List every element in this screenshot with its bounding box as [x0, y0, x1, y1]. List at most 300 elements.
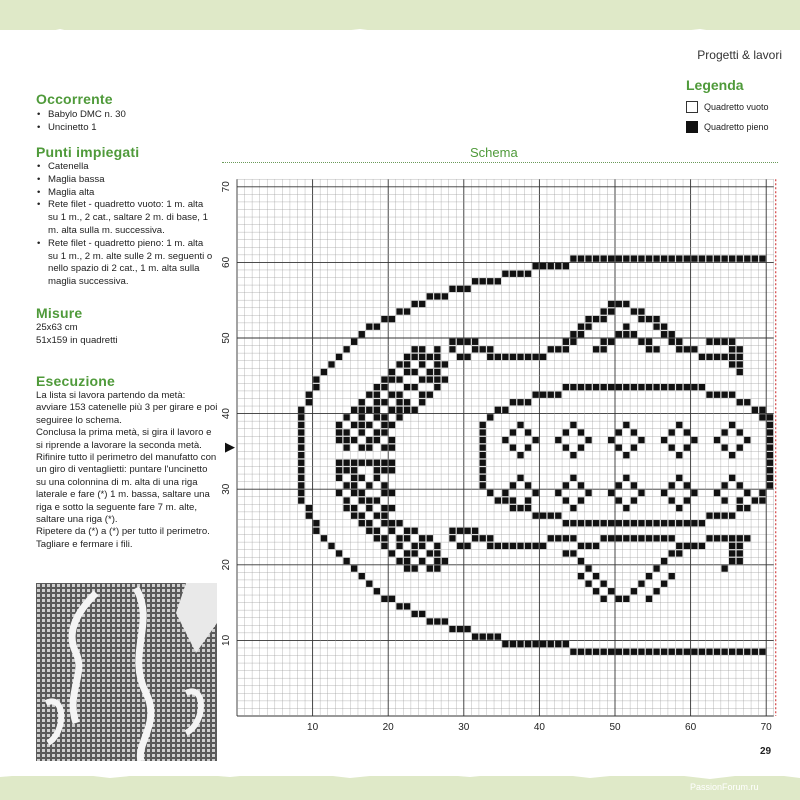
- filled-cell: [381, 467, 387, 473]
- filled-cell: [616, 255, 622, 261]
- filled-cell: [510, 271, 516, 277]
- filled-cell: [593, 649, 599, 655]
- filled-cell: [480, 444, 486, 450]
- filled-cell: [616, 429, 622, 435]
- filled-cell: [510, 354, 516, 360]
- filled-cell: [570, 331, 576, 337]
- filled-cell: [336, 550, 342, 556]
- filled-cell: [585, 255, 591, 261]
- filled-cell: [631, 588, 637, 594]
- filled-cell: [442, 618, 448, 624]
- filled-cell: [578, 482, 584, 488]
- filled-cell: [396, 414, 402, 420]
- filled-cell: [396, 543, 402, 549]
- filled-cell: [608, 588, 614, 594]
- filled-cell: [767, 467, 773, 473]
- filled-cell: [359, 429, 365, 435]
- filled-cell: [661, 255, 667, 261]
- filled-cell: [563, 520, 569, 526]
- filled-cell: [653, 649, 659, 655]
- filled-cell: [669, 384, 675, 390]
- filled-cell: [623, 505, 629, 511]
- filled-cell: [298, 452, 304, 458]
- filled-cell: [616, 444, 622, 450]
- filled-cell: [684, 384, 690, 390]
- filled-cell: [669, 649, 675, 655]
- filled-cell: [366, 528, 372, 534]
- filled-cell: [638, 384, 644, 390]
- filled-cell: [623, 452, 629, 458]
- filled-cell: [608, 301, 614, 307]
- filled-cell: [389, 460, 395, 466]
- filled-cell: [306, 505, 312, 511]
- filled-cell: [411, 346, 417, 352]
- filled-cell: [495, 543, 501, 549]
- filled-cell: [480, 429, 486, 435]
- filled-cell: [555, 437, 561, 443]
- filled-cell: [721, 649, 727, 655]
- filled-cell: [396, 520, 402, 526]
- filled-cell: [653, 565, 659, 571]
- filled-cell: [578, 573, 584, 579]
- filled-cell: [570, 520, 576, 526]
- filled-cell: [525, 641, 531, 647]
- filled-cell: [669, 520, 675, 526]
- filled-cell: [548, 535, 554, 541]
- filled-cell: [502, 271, 508, 277]
- filled-cell: [631, 535, 637, 541]
- filled-cell: [608, 384, 614, 390]
- filled-cell: [389, 528, 395, 534]
- filled-cell: [570, 452, 576, 458]
- filled-cell: [706, 512, 712, 518]
- filled-cell: [721, 535, 727, 541]
- filled-cell: [517, 354, 523, 360]
- filled-cell: [359, 520, 365, 526]
- filled-cell: [480, 422, 486, 428]
- filled-cell: [714, 512, 720, 518]
- filled-cell: [343, 467, 349, 473]
- filled-cell: [767, 429, 773, 435]
- filled-cell: [653, 520, 659, 526]
- filled-cell: [699, 354, 705, 360]
- filled-cell: [684, 649, 690, 655]
- filled-cell: [608, 437, 614, 443]
- filled-cell: [298, 422, 304, 428]
- filled-cell: [691, 490, 697, 496]
- filled-cell: [600, 649, 606, 655]
- filled-cell: [563, 497, 569, 503]
- list-item: • Rete filet - quadretto pieno: 1 m. alta su 1 m., 2 m. alte sulle 2 m. seguenti o nello spazio di 2 cat., 1 m. alta sulla maglia successiva.: [36, 238, 214, 289]
- filled-cell: [593, 543, 599, 549]
- filled-cell: [646, 316, 652, 322]
- filled-cell: [427, 565, 433, 571]
- filled-cell: [419, 558, 425, 564]
- filled-cell: [404, 399, 410, 405]
- filled-cell: [752, 407, 758, 413]
- filled-cell: [669, 444, 675, 450]
- filled-cell: [434, 293, 440, 299]
- filled-cell: [374, 384, 380, 390]
- filled-cell: [729, 550, 735, 556]
- filled-cell: [525, 482, 531, 488]
- filled-cell: [721, 354, 727, 360]
- filled-cell: [593, 255, 599, 261]
- filled-cell: [328, 361, 334, 367]
- filled-cell: [525, 543, 531, 549]
- filled-cell: [737, 482, 743, 488]
- filled-cell: [737, 550, 743, 556]
- filled-cell: [396, 376, 402, 382]
- filled-cell: [548, 512, 554, 518]
- filled-cell: [661, 323, 667, 329]
- filled-cell: [374, 399, 380, 405]
- filled-cell: [653, 255, 659, 261]
- filled-cell: [306, 392, 312, 398]
- filled-cell: [578, 497, 584, 503]
- filled-cell: [600, 596, 606, 602]
- filled-cell: [646, 255, 652, 261]
- filled-cell: [404, 565, 410, 571]
- filled-cell: [684, 255, 690, 261]
- filled-cell: [389, 505, 395, 511]
- filled-cell: [676, 505, 682, 511]
- y-tick-label: 70: [221, 181, 232, 193]
- filled-cell: [638, 308, 644, 314]
- filled-cell: [548, 641, 554, 647]
- filled-cell: [676, 550, 682, 556]
- filled-cell: [563, 535, 569, 541]
- filled-cell: [616, 482, 622, 488]
- filled-cell: [532, 392, 538, 398]
- filled-cell: [563, 263, 569, 269]
- filled-cell: [737, 535, 743, 541]
- filled-cell: [510, 444, 516, 450]
- filled-cell: [585, 520, 591, 526]
- filled-cell: [502, 641, 508, 647]
- filled-cell: [706, 649, 712, 655]
- filled-cell: [563, 444, 569, 450]
- filled-cell: [389, 437, 395, 443]
- filled-cell: [487, 535, 493, 541]
- filled-cell: [480, 437, 486, 443]
- filled-cell: [389, 444, 395, 450]
- filled-cell: [434, 369, 440, 375]
- filled-cell: [449, 286, 455, 292]
- y-tick-label: 40: [221, 408, 232, 420]
- filled-cell: [631, 255, 637, 261]
- filled-cell: [427, 369, 433, 375]
- filled-cell: [699, 384, 705, 390]
- filled-cell: [759, 407, 765, 413]
- filled-cell: [381, 490, 387, 496]
- filled-cell: [495, 497, 501, 503]
- filled-cell: [653, 384, 659, 390]
- filled-cell: [366, 437, 372, 443]
- filled-cell: [359, 512, 365, 518]
- filled-cell: [570, 550, 576, 556]
- filled-cell: [540, 543, 546, 549]
- filled-cell: [351, 460, 357, 466]
- filled-cell: [419, 376, 425, 382]
- filled-cell: [661, 331, 667, 337]
- filled-cell: [570, 422, 576, 428]
- filled-cell: [381, 316, 387, 322]
- filled-cell: [593, 588, 599, 594]
- filled-cell: [721, 339, 727, 345]
- filled-cell: [691, 346, 697, 352]
- x-tick-label: 10: [307, 722, 319, 733]
- filled-cell: [578, 384, 584, 390]
- filled-cell: [563, 550, 569, 556]
- filled-cell: [729, 422, 735, 428]
- filled-cell: [298, 437, 304, 443]
- filled-cell: [646, 346, 652, 352]
- filled-cell: [480, 482, 486, 488]
- filled-cell: [389, 316, 395, 322]
- section-header: Progetti & lavori: [697, 48, 782, 62]
- filled-cell: [343, 505, 349, 511]
- filled-cell: [411, 407, 417, 413]
- filled-cell: [517, 641, 523, 647]
- filled-cell: [351, 467, 357, 473]
- filled-cell: [396, 535, 402, 541]
- filled-cell: [381, 482, 387, 488]
- filled-cell: [510, 543, 516, 549]
- filled-cell: [676, 346, 682, 352]
- filled-cell: [411, 354, 417, 360]
- filled-cell: [336, 490, 342, 496]
- filled-cell: [457, 626, 463, 632]
- filled-cell: [593, 520, 599, 526]
- filled-cell: [427, 550, 433, 556]
- filled-cell: [653, 535, 659, 541]
- filled-cell: [343, 558, 349, 564]
- filled-cell: [631, 308, 637, 314]
- filled-cell: [744, 649, 750, 655]
- filled-cell: [381, 520, 387, 526]
- filled-cell: [721, 444, 727, 450]
- filled-cell: [404, 603, 410, 609]
- filled-cell: [737, 429, 743, 435]
- filled-cell: [744, 399, 750, 405]
- filled-cell: [525, 354, 531, 360]
- filled-cell: [570, 255, 576, 261]
- filled-cell: [464, 286, 470, 292]
- filled-cell: [480, 460, 486, 466]
- filled-cell: [343, 429, 349, 435]
- filled-cell: [646, 384, 652, 390]
- filled-cell: [631, 497, 637, 503]
- filled-cell: [623, 301, 629, 307]
- filled-cell: [298, 444, 304, 450]
- filled-cell: [737, 649, 743, 655]
- filled-cell: [359, 399, 365, 405]
- filled-cell: [744, 490, 750, 496]
- filled-cell: [381, 596, 387, 602]
- filled-cell: [600, 308, 606, 314]
- filled-cell: [585, 565, 591, 571]
- filled-cell: [540, 641, 546, 647]
- filled-cell: [464, 339, 470, 345]
- filled-cell: [600, 520, 606, 526]
- filled-cell: [714, 255, 720, 261]
- filled-cell: [487, 490, 493, 496]
- y-tick-label: 20: [221, 559, 232, 571]
- filled-cell: [593, 384, 599, 390]
- filled-cell: [434, 550, 440, 556]
- filled-cell: [585, 316, 591, 322]
- filled-cell: [759, 497, 765, 503]
- filled-cell: [343, 482, 349, 488]
- filled-cell: [336, 460, 342, 466]
- filled-cell: [616, 384, 622, 390]
- filled-cell: [578, 520, 584, 526]
- filled-cell: [351, 407, 357, 413]
- filled-cell: [517, 543, 523, 549]
- filled-cell: [585, 384, 591, 390]
- filled-cell: [419, 361, 425, 367]
- filled-cell: [661, 384, 667, 390]
- filled-cell: [669, 535, 675, 541]
- filled-cell: [737, 354, 743, 360]
- filled-cell: [313, 384, 319, 390]
- filled-cell: [464, 528, 470, 534]
- filled-cell: [381, 535, 387, 541]
- filled-cell: [600, 384, 606, 390]
- filled-cell: [555, 490, 561, 496]
- x-tick-label: 30: [458, 722, 470, 733]
- filled-cell: [396, 399, 402, 405]
- filled-cell: [389, 407, 395, 413]
- filled-cell: [404, 535, 410, 541]
- filled-cell: [389, 422, 395, 428]
- filled-cell: [563, 429, 569, 435]
- filled-cell: [669, 331, 675, 337]
- filled-cell: [517, 452, 523, 458]
- filled-cell: [684, 497, 690, 503]
- filled-cell: [638, 520, 644, 526]
- filled-cell: [638, 581, 644, 587]
- filled-cell: [487, 354, 493, 360]
- filled-cell: [495, 354, 501, 360]
- list-item: • Babylo DMC n. 30: [36, 109, 126, 122]
- filled-cell: [706, 255, 712, 261]
- filled-cell: [676, 475, 682, 481]
- filled-cell: [374, 588, 380, 594]
- filled-cell: [563, 482, 569, 488]
- filled-cell: [351, 565, 357, 571]
- filled-cell: [351, 437, 357, 443]
- filled-cell: [729, 512, 735, 518]
- filled-cell: [359, 414, 365, 420]
- filled-cell: [532, 437, 538, 443]
- filled-cell: [593, 316, 599, 322]
- filled-cell: [721, 512, 727, 518]
- filled-cell: [646, 535, 652, 541]
- filled-cell: [578, 543, 584, 549]
- filled-cell: [767, 482, 773, 488]
- filled-cell: [442, 558, 448, 564]
- filled-cell: [555, 346, 561, 352]
- filled-cell: [608, 649, 614, 655]
- filled-cell: [638, 316, 644, 322]
- filled-cell: [669, 482, 675, 488]
- filled-cell: [737, 369, 743, 375]
- filled-cell: [578, 444, 584, 450]
- filled-cell: [404, 550, 410, 556]
- filled-cell: [351, 505, 357, 511]
- filled-cell: [737, 399, 743, 405]
- filled-cell: [359, 475, 365, 481]
- filled-cell: [623, 475, 629, 481]
- filled-cell: [434, 361, 440, 367]
- filled-cell: [638, 437, 644, 443]
- filled-cell: [744, 505, 750, 511]
- filled-cell: [608, 535, 614, 541]
- filled-cell: [767, 422, 773, 428]
- filled-cell: [669, 550, 675, 556]
- filled-cell: [502, 437, 508, 443]
- filled-cell: [585, 649, 591, 655]
- filled-cell: [374, 512, 380, 518]
- filled-cell: [714, 490, 720, 496]
- filled-cell: [616, 497, 622, 503]
- filled-cell: [404, 361, 410, 367]
- filled-cell: [684, 543, 690, 549]
- filled-cell: [714, 354, 720, 360]
- filled-cell: [676, 452, 682, 458]
- filled-cell: [381, 399, 387, 405]
- filled-cell: [298, 490, 304, 496]
- filled-cell: [729, 649, 735, 655]
- filled-cell: [464, 543, 470, 549]
- filled-cell: [532, 512, 538, 518]
- filled-cell: [555, 392, 561, 398]
- filled-cell: [374, 407, 380, 413]
- filled-cell: [366, 460, 372, 466]
- filled-cell: [389, 596, 395, 602]
- filled-cell: [464, 626, 470, 632]
- filled-cell: [759, 414, 765, 420]
- x-tick-label: 70: [760, 722, 772, 733]
- filled-cell: [676, 649, 682, 655]
- filled-cell: [381, 460, 387, 466]
- filled-cell: [427, 354, 433, 360]
- filled-cell: [449, 626, 455, 632]
- filled-cell: [729, 392, 735, 398]
- filled-cell: [313, 376, 319, 382]
- filled-cell: [676, 255, 682, 261]
- filled-cell: [351, 475, 357, 481]
- filled-cell: [389, 376, 395, 382]
- filled-cell: [555, 535, 561, 541]
- filled-cell: [525, 429, 531, 435]
- filled-cell: [570, 475, 576, 481]
- filled-cell: [729, 535, 735, 541]
- list-item: • Catenella: [36, 161, 214, 174]
- filled-cell: [638, 490, 644, 496]
- filled-cell: [578, 558, 584, 564]
- filled-cell: [359, 490, 365, 496]
- filled-cell: [616, 331, 622, 337]
- filled-cell: [661, 437, 667, 443]
- filled-cell: [472, 278, 478, 284]
- filled-cell: [381, 512, 387, 518]
- filled-cell: [480, 346, 486, 352]
- filled-cell: [691, 255, 697, 261]
- filled-cell: [737, 255, 743, 261]
